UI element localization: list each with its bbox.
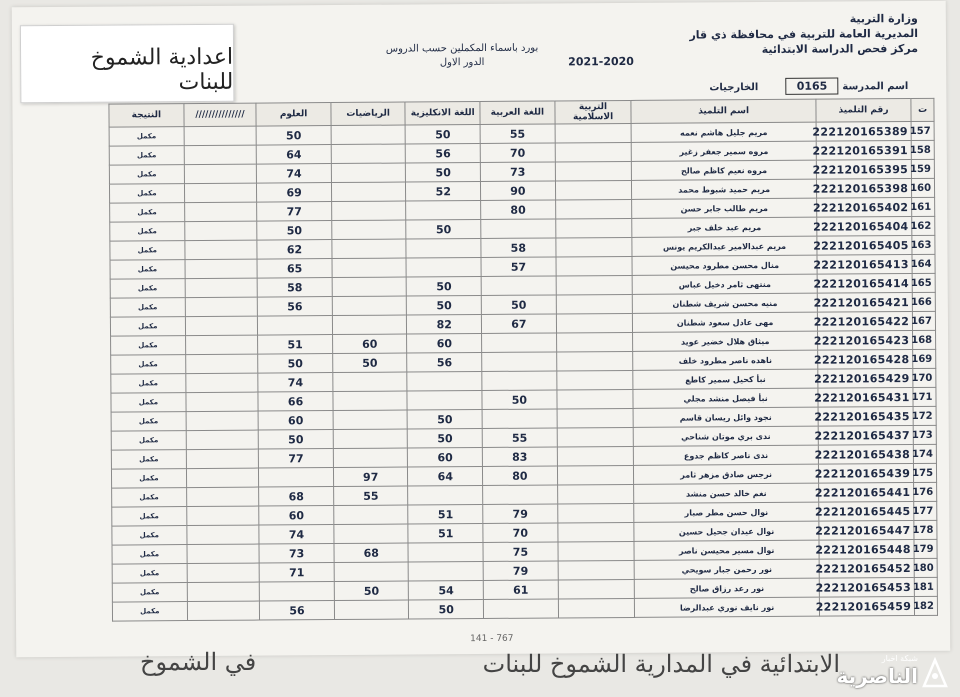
watermark-name: الناصرية <box>836 664 918 688</box>
row-islamic <box>557 427 634 447</box>
row-student-id: 222120165441 <box>818 482 913 502</box>
row-islamic <box>558 579 635 599</box>
row-blank <box>187 544 260 564</box>
row-blank <box>186 373 259 393</box>
row-math: 55 <box>333 486 408 506</box>
row-math <box>333 372 408 392</box>
row-arabic <box>483 485 558 505</box>
row-seq: 176 <box>914 482 937 501</box>
row-seq: 175 <box>914 463 937 482</box>
row-english: 50 <box>408 428 483 448</box>
row-student-id: 222120165391 <box>816 140 911 160</box>
row-blank <box>187 601 260 621</box>
row-science: 77 <box>259 449 334 469</box>
watermark-logo <box>828 654 956 694</box>
row-blank <box>185 297 258 317</box>
row-math <box>332 239 407 259</box>
board-title: بورد باسماء المكملين حسب الدروس <box>385 42 539 55</box>
row-math <box>334 600 409 620</box>
row-blank <box>186 392 259 412</box>
row-arabic: 75 <box>483 542 558 562</box>
handwritten-note <box>140 648 840 688</box>
col-header-science: العلوم <box>256 103 331 127</box>
school-code: 0165 <box>786 77 839 94</box>
row-result: مكمل <box>110 203 185 223</box>
row-student-name: مريم حميد شبوط محمد <box>632 179 817 199</box>
row-english: 50 <box>406 219 481 239</box>
row-blank <box>185 240 258 260</box>
row-english: 50 <box>409 599 484 619</box>
col-header-seq: ت <box>911 98 934 121</box>
school-name-text: اعدادية الشموخ للبنات <box>90 44 234 96</box>
school-meta <box>648 77 908 99</box>
row-result: مكمل <box>112 545 187 565</box>
row-student-id: 222120165459 <box>819 596 914 616</box>
row-islamic <box>555 180 632 200</box>
row-seq: 166 <box>912 292 935 311</box>
row-result: مكمل <box>111 336 186 356</box>
row-result: مكمل <box>111 431 186 451</box>
row-science <box>260 582 335 602</box>
row-blank <box>186 468 259 488</box>
row-seq: 163 <box>912 235 935 254</box>
row-student-name: ندى ناصر كاظم جدوع <box>634 445 819 465</box>
row-student-name: مروه نعيم كاظم صالح <box>632 160 817 180</box>
row-islamic <box>556 294 633 314</box>
row-arabic: 58 <box>481 238 556 258</box>
row-math <box>333 429 408 449</box>
row-student-name: نور نايف نوري عبدالرضا <box>635 597 820 617</box>
row-blank <box>185 335 258 355</box>
row-islamic <box>555 123 632 143</box>
row-math <box>331 201 406 221</box>
row-english <box>409 561 484 581</box>
row-student-id: 222120165453 <box>819 577 914 597</box>
row-student-name: منيه محسن شريف شطنان <box>633 293 818 313</box>
row-islamic <box>556 256 633 276</box>
row-english: 51 <box>408 504 483 524</box>
row-seq: 179 <box>914 539 937 558</box>
row-blank <box>186 411 259 431</box>
row-result: مكمل <box>110 260 185 280</box>
row-science: 68 <box>259 487 334 507</box>
board-title-block <box>352 41 572 71</box>
row-science: 71 <box>259 563 334 583</box>
row-math <box>332 220 407 240</box>
row-english: 82 <box>407 314 482 334</box>
row-student-id: 222120165402 <box>816 197 911 217</box>
col-header-student-id: رقم التلميذ <box>816 98 912 122</box>
row-math <box>334 562 409 582</box>
row-result: مكمل <box>109 127 184 147</box>
row-islamic <box>558 598 635 618</box>
row-islamic <box>558 541 635 561</box>
row-science: 58 <box>257 278 332 298</box>
row-math <box>332 258 407 278</box>
row-student-name: منال محسن مطرود محيسن <box>632 255 817 275</box>
row-english: 54 <box>409 580 484 600</box>
row-arabic <box>482 371 557 391</box>
row-result: مكمل <box>110 279 185 299</box>
row-science: 74 <box>259 525 334 545</box>
row-math <box>332 296 407 316</box>
row-math <box>333 410 408 430</box>
row-islamic <box>556 313 633 333</box>
row-result: مكمل <box>112 488 187 508</box>
row-student-id: 222120165437 <box>818 425 913 445</box>
school-label: اسم المدرسة <box>842 81 909 93</box>
row-seq: 180 <box>914 558 937 577</box>
row-student-id: 222120165429 <box>818 368 913 388</box>
row-science: 60 <box>258 411 333 431</box>
row-english <box>406 238 481 258</box>
row-student-id: 222120165422 <box>817 311 912 331</box>
row-student-id: 222120165414 <box>817 273 912 293</box>
row-result: مكمل <box>109 184 184 204</box>
row-blank <box>187 563 260 583</box>
row-islamic <box>557 408 634 428</box>
row-english <box>408 542 483 562</box>
row-english: 50 <box>407 295 482 315</box>
row-english: 56 <box>407 352 482 372</box>
row-student-name: نوال عيدان جحيل حسين <box>634 521 819 541</box>
row-blank <box>186 487 259 507</box>
row-result: مكمل <box>112 602 187 622</box>
row-seq: 174 <box>914 444 937 463</box>
row-student-name: ناهده ناصر مطرود خلف <box>633 350 818 370</box>
row-islamic <box>556 237 633 257</box>
col-header-result: النتيجة <box>109 104 184 128</box>
ministry-line-3: مركز فحص الدراسة الابتدائية <box>761 41 919 57</box>
row-arabic: 73 <box>480 162 555 182</box>
row-seq: 181 <box>914 577 937 596</box>
row-arabic <box>482 409 557 429</box>
row-student-name: ميثاق هلال خضير عويد <box>633 331 818 351</box>
row-science: 66 <box>258 392 333 412</box>
row-islamic <box>555 142 632 162</box>
row-arabic: 79 <box>483 504 558 524</box>
row-islamic <box>557 389 634 409</box>
row-blank <box>184 202 257 222</box>
row-arabic: 50 <box>481 295 556 315</box>
row-arabic <box>483 599 558 619</box>
row-blank <box>184 164 257 184</box>
row-math <box>332 277 407 297</box>
row-blank <box>184 221 257 241</box>
col-header-islamic: التربية الاسلامية <box>555 100 632 124</box>
watermark-subtitle: شبكة اخبار <box>881 654 918 663</box>
row-seq: 169 <box>913 349 936 368</box>
row-student-id: 222120165413 <box>817 254 912 274</box>
row-science: 60 <box>259 506 334 526</box>
row-islamic <box>557 484 634 504</box>
row-student-name: منتهى ثامر دخيل عباس <box>633 274 818 294</box>
row-student-name: نجود وائل ريسان قاسم <box>633 407 818 427</box>
handwriting-left: في الشموخ <box>140 648 257 676</box>
row-result: مكمل <box>111 393 186 413</box>
row-islamic <box>556 370 633 390</box>
row-science: 77 <box>257 202 332 222</box>
row-english <box>406 200 481 220</box>
row-science: 74 <box>257 164 332 184</box>
row-blank <box>187 582 260 602</box>
row-student-name: مريم جليل هاشم نعمه <box>631 122 816 142</box>
row-result: مكمل <box>112 564 187 584</box>
row-science: 50 <box>258 430 333 450</box>
row-student-name: نرجس صادق مزهر ثامر <box>634 464 819 484</box>
ministry-line-1: وزارة التربية <box>849 11 918 26</box>
row-science <box>258 316 333 336</box>
school-type: الخارجيات <box>709 82 759 94</box>
row-arabic: 90 <box>481 181 556 201</box>
row-seq: 170 <box>913 368 936 387</box>
row-student-id: 222120165421 <box>817 292 912 312</box>
row-science: 64 <box>256 145 331 165</box>
row-blank <box>187 525 260 545</box>
row-blank <box>186 449 259 469</box>
col-header-student-name: اسم التلميذ <box>631 99 816 123</box>
row-math <box>332 315 407 335</box>
row-student-id: 222120165398 <box>816 178 911 198</box>
row-seq: 178 <box>914 520 937 539</box>
row-blank <box>185 278 258 298</box>
col-header-math: الرياضيات <box>331 102 406 126</box>
row-arabic: 55 <box>482 428 557 448</box>
row-student-id: 222120165395 <box>816 159 911 179</box>
row-science: 50 <box>258 354 333 374</box>
row-english: 56 <box>406 144 481 164</box>
row-student-name: نغم خالد حسن منشد <box>634 483 819 503</box>
row-science: 56 <box>260 601 335 621</box>
row-blank <box>186 430 259 450</box>
row-english: 50 <box>408 409 483 429</box>
row-arabic: 83 <box>482 447 557 467</box>
row-science: 65 <box>257 259 332 279</box>
row-student-id: 222120165423 <box>817 330 912 350</box>
row-arabic: 70 <box>483 523 558 543</box>
row-arabic <box>482 352 557 372</box>
row-result: مكمل <box>111 412 186 432</box>
row-student-id: 222120165447 <box>819 520 914 540</box>
grades-body <box>109 121 937 621</box>
ministry-line-2: المديرية العامة للتربية في محافظة ذي قار <box>689 26 918 42</box>
row-islamic <box>557 503 634 523</box>
row-student-id: 222120165452 <box>819 558 914 578</box>
row-arabic: 57 <box>481 257 556 277</box>
row-result: مكمل <box>111 374 186 394</box>
round-label: الدور الاول <box>439 56 485 69</box>
row-science <box>259 468 334 488</box>
row-english: 50 <box>406 163 481 183</box>
row-science: 56 <box>258 297 333 317</box>
page-number: 141 - 767 <box>470 633 514 645</box>
row-science: 69 <box>257 183 332 203</box>
row-math: 50 <box>334 581 409 601</box>
row-student-name: نور رحمن جبار سويحي <box>634 559 819 579</box>
row-seq: 160 <box>912 178 935 197</box>
row-arabic: 80 <box>481 200 556 220</box>
row-student-id: 222120165435 <box>818 406 913 426</box>
row-result: مكمل <box>112 507 187 527</box>
row-blank <box>184 145 257 165</box>
row-result: مكمل <box>112 526 187 546</box>
row-student-id: 222120165448 <box>819 539 914 559</box>
row-blank <box>184 183 257 203</box>
row-math: 97 <box>333 467 408 487</box>
row-student-name: نور رعد رزاق صالح <box>635 578 820 598</box>
row-student-name: نوال مسير محيسن ناصر <box>634 540 819 560</box>
row-result: مكمل <box>109 146 184 166</box>
row-student-name: ندى بري موتان شناحي <box>634 426 819 446</box>
row-islamic <box>558 560 635 580</box>
row-english: 52 <box>406 181 481 201</box>
row-seq: 177 <box>914 501 937 520</box>
row-seq: 182 <box>915 596 938 615</box>
row-student-id: 222120165431 <box>818 387 913 407</box>
row-arabic <box>482 333 557 353</box>
row-seq: 165 <box>912 273 935 292</box>
row-arabic: 79 <box>483 561 558 581</box>
row-islamic <box>555 199 632 219</box>
row-islamic <box>556 275 633 295</box>
row-result: مكمل <box>111 469 186 489</box>
school-name-card <box>20 24 235 103</box>
row-english: 64 <box>408 466 483 486</box>
row-math: 60 <box>332 334 407 354</box>
row-english: 50 <box>407 276 482 296</box>
row-islamic <box>555 218 632 238</box>
row-student-id: 222120165439 <box>818 463 913 483</box>
row-islamic <box>556 351 633 371</box>
row-science: 51 <box>258 335 333 355</box>
row-seq: 172 <box>913 406 936 425</box>
row-seq: 157 <box>911 121 934 140</box>
row-blank <box>184 126 257 146</box>
row-seq: 158 <box>911 140 934 159</box>
row-math <box>331 125 406 145</box>
row-student-id: 222120165404 <box>817 216 912 236</box>
row-science: 62 <box>257 240 332 260</box>
row-blank <box>185 316 258 336</box>
row-arabic <box>481 276 556 296</box>
row-arabic: 67 <box>481 314 556 334</box>
row-student-name: نبأ كحيل سمير كاطع <box>633 369 818 389</box>
row-seq: 161 <box>912 197 935 216</box>
row-math <box>331 182 406 202</box>
row-math <box>333 448 408 468</box>
row-result: مكمل <box>111 355 186 375</box>
grades-table <box>108 98 938 622</box>
row-student-id: 222120165438 <box>818 444 913 464</box>
row-islamic <box>556 332 633 352</box>
row-seq: 162 <box>912 216 935 235</box>
row-science: 73 <box>259 544 334 564</box>
row-blank <box>185 354 258 374</box>
row-islamic <box>555 161 632 181</box>
handwriting-right: الابتدائية في المدارية الشموخ للبنات <box>482 650 840 678</box>
row-islamic <box>557 446 634 466</box>
row-student-name: مريم عبدالامير عبدالكريم يونس <box>632 236 817 256</box>
row-student-name: نوال حسن مطر صبار <box>634 502 819 522</box>
row-student-name: نبأ فيصل منشد مجلي <box>633 388 818 408</box>
row-result: مكمل <box>111 450 186 470</box>
row-science: 50 <box>257 221 332 241</box>
row-result: مكمل <box>110 317 185 337</box>
row-english: 50 <box>406 125 481 145</box>
row-english: 60 <box>408 447 483 467</box>
row-islamic <box>558 522 635 542</box>
row-arabic: 70 <box>480 143 555 163</box>
col-header-arabic: اللغة العربية <box>480 101 555 125</box>
row-student-name: مريم عبد خلف جبر <box>632 217 817 237</box>
row-student-name: مهى عادل سعود شطنان <box>633 312 818 332</box>
row-arabic: 61 <box>483 580 558 600</box>
row-blank <box>186 506 259 526</box>
row-science: 50 <box>256 126 331 146</box>
row-seq: 173 <box>913 425 936 444</box>
row-seq: 171 <box>913 387 936 406</box>
ministry-header <box>658 11 918 58</box>
row-seq: 164 <box>912 254 935 273</box>
row-science: 74 <box>258 373 333 393</box>
row-result: مكمل <box>110 298 185 318</box>
row-english <box>407 371 482 391</box>
row-math <box>331 144 406 164</box>
row-result: مكمل <box>110 241 185 261</box>
row-math <box>334 524 409 544</box>
row-student-id: 222120165428 <box>818 349 913 369</box>
row-seq: 167 <box>913 311 936 330</box>
row-arabic <box>481 219 556 239</box>
col-header-english: اللغة الانكليزية <box>405 102 480 126</box>
row-seq: 168 <box>913 330 936 349</box>
row-arabic: 50 <box>482 390 557 410</box>
row-result: مكمل <box>110 222 185 242</box>
row-student-id: 222120165445 <box>819 501 914 521</box>
row-result: مكمل <box>112 583 187 603</box>
row-math: 50 <box>333 353 408 373</box>
row-math <box>331 163 406 183</box>
col-header-blank: /////////////// <box>184 103 257 127</box>
row-islamic <box>557 465 634 485</box>
row-english <box>408 485 483 505</box>
row-math: 68 <box>334 543 409 563</box>
row-blank <box>185 259 258 279</box>
row-arabic: 80 <box>483 466 558 486</box>
row-student-id: 222120165389 <box>816 121 911 141</box>
row-english: 60 <box>407 333 482 353</box>
document-page <box>12 1 951 658</box>
academic-year: 2021-2020 <box>568 54 634 69</box>
row-english <box>406 257 481 277</box>
row-student-id: 222120165405 <box>817 235 912 255</box>
row-student-name: مروه سمير جعفر زغير <box>632 141 817 161</box>
row-english: 51 <box>408 523 483 543</box>
row-seq: 159 <box>912 159 935 178</box>
logo-emblem-icon <box>920 656 950 690</box>
row-result: مكمل <box>109 165 184 185</box>
row-math <box>333 391 408 411</box>
row-english <box>407 390 482 410</box>
row-math <box>334 505 409 525</box>
row-arabic: 55 <box>480 124 555 144</box>
row-student-name: مريم طالب جابر حسن <box>632 198 817 218</box>
logo-icon <box>920 656 950 690</box>
